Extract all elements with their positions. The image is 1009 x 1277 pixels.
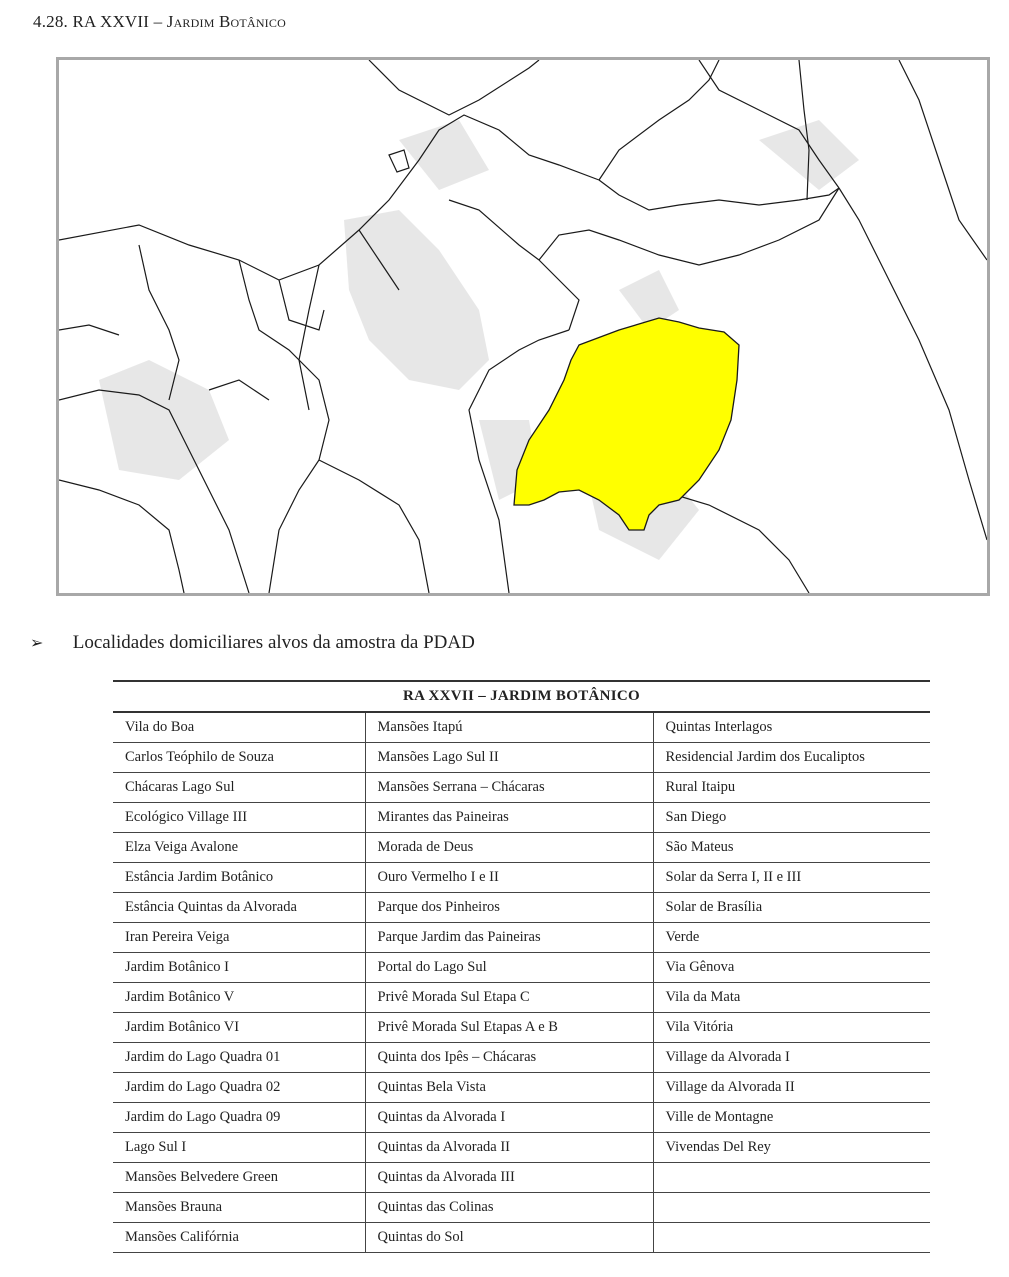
table-cell: Parque dos Pinheiros (365, 893, 653, 923)
table-body (113, 712, 930, 1253)
table-cell: Ouro Vermelho I e II (365, 863, 653, 893)
table-cell: Residencial Jardim dos Eucaliptos (653, 743, 930, 773)
table-cell: Lago Sul I (113, 1133, 365, 1163)
bullet-text: Localidades domiciliares alvos da amostra da PDAD (72, 632, 475, 653)
table-cell: Quintas Interlagos (653, 712, 930, 743)
table-row (113, 833, 930, 863)
heading-name: Jardim Botânico (166, 12, 286, 31)
table-row (113, 1103, 930, 1133)
table-cell: Ecológico Village III (113, 803, 365, 833)
table-cell: São Mateus (653, 833, 930, 863)
table-cell: Vila do Boa (113, 712, 365, 743)
localities-table (113, 680, 930, 1253)
map-boundaries (59, 60, 987, 593)
table-cell: Jardim do Lago Quadra 09 (113, 1103, 365, 1133)
region-map-drawing (59, 60, 987, 593)
table-cell: Vila da Mata (653, 983, 930, 1013)
bullet-item (30, 632, 475, 654)
table-cell: Mansões Serrana – Chácaras (365, 773, 653, 803)
table-cell (653, 1223, 930, 1253)
table-cell: Ville de Montagne (653, 1103, 930, 1133)
page-heading (33, 12, 286, 32)
table-cell: Vivendas Del Rey (653, 1133, 930, 1163)
table-row (113, 1163, 930, 1193)
table-row (113, 743, 930, 773)
table-cell: Chácaras Lago Sul (113, 773, 365, 803)
arrow-bullet-icon: ➢ (30, 635, 44, 652)
table-row (113, 1133, 930, 1163)
table-row (113, 1043, 930, 1073)
table-row (113, 803, 930, 833)
table-cell: Solar de Brasília (653, 893, 930, 923)
table-cell: Portal do Lago Sul (365, 953, 653, 983)
table-cell: Estância Jardim Botânico (113, 863, 365, 893)
table-row (113, 773, 930, 803)
table-row (113, 953, 930, 983)
table-cell: Carlos Teóphilo de Souza (113, 743, 365, 773)
table-cell: Via Gênova (653, 953, 930, 983)
table-cell: Solar da Serra I, II e III (653, 863, 930, 893)
table-cell: Privê Morada Sul Etapa C (365, 983, 653, 1013)
table-row (113, 1193, 930, 1223)
table-cell: Quinta dos Ipês – Chácaras (365, 1043, 653, 1073)
table-row (113, 863, 930, 893)
heading-dash: – (153, 12, 163, 31)
table-cell: Quintas das Colinas (365, 1193, 653, 1223)
table-cell: Jardim Botânico V (113, 983, 365, 1013)
table-cell: Vila Vitória (653, 1013, 930, 1043)
table-cell: Mansões Belvedere Green (113, 1163, 365, 1193)
map-urban-texture (99, 120, 859, 560)
table-cell (653, 1163, 930, 1193)
table-cell: Mansões Itapú (365, 712, 653, 743)
table-cell: San Diego (653, 803, 930, 833)
table-cell: Jardim Botânico VI (113, 1013, 365, 1043)
table-row (113, 1013, 930, 1043)
table-cell: Privê Morada Sul Etapas A e B (365, 1013, 653, 1043)
table-cell: Rural Itaipu (653, 773, 930, 803)
table-cell (653, 1193, 930, 1223)
heading-ra: RA XXVII (72, 12, 150, 31)
table-cell: Verde (653, 923, 930, 953)
table-row (113, 893, 930, 923)
table-cell: Village da Alvorada I (653, 1043, 930, 1073)
table-cell: Jardim do Lago Quadra 01 (113, 1043, 365, 1073)
table-cell: Jardim do Lago Quadra 02 (113, 1073, 365, 1103)
table-cell: Elza Veiga Avalone (113, 833, 365, 863)
table-cell: Morada de Deus (365, 833, 653, 863)
table-cell: Village da Alvorada II (653, 1073, 930, 1103)
table-cell: Mansões Califórnia (113, 1223, 365, 1253)
table-row (113, 923, 930, 953)
table-cell: Jardim Botânico I (113, 953, 365, 983)
table-cell: Mansões Brauna (113, 1193, 365, 1223)
table-cell: Quintas da Alvorada III (365, 1163, 653, 1193)
table-cell: Parque Jardim das Paineiras (365, 923, 653, 953)
map-highlight-region (514, 318, 739, 530)
table-cell: Quintas do Sol (365, 1223, 653, 1253)
table-title: RA XXVII – JARDIM BOTÂNICO (113, 681, 930, 712)
table-row (113, 983, 930, 1013)
table-cell: Quintas Bela Vista (365, 1073, 653, 1103)
table-cell: Mirantes das Paineiras (365, 803, 653, 833)
region-map (56, 57, 990, 596)
table-row (113, 712, 930, 743)
table-cell: Quintas da Alvorada I (365, 1103, 653, 1133)
table-row (113, 1073, 930, 1103)
table-cell: Quintas da Alvorada II (365, 1133, 653, 1163)
table-cell: Mansões Lago Sul II (365, 743, 653, 773)
table-cell: Iran Pereira Veiga (113, 923, 365, 953)
heading-number: 4.28. (33, 12, 68, 31)
table-row (113, 1223, 930, 1253)
table-cell: Estância Quintas da Alvorada (113, 893, 365, 923)
